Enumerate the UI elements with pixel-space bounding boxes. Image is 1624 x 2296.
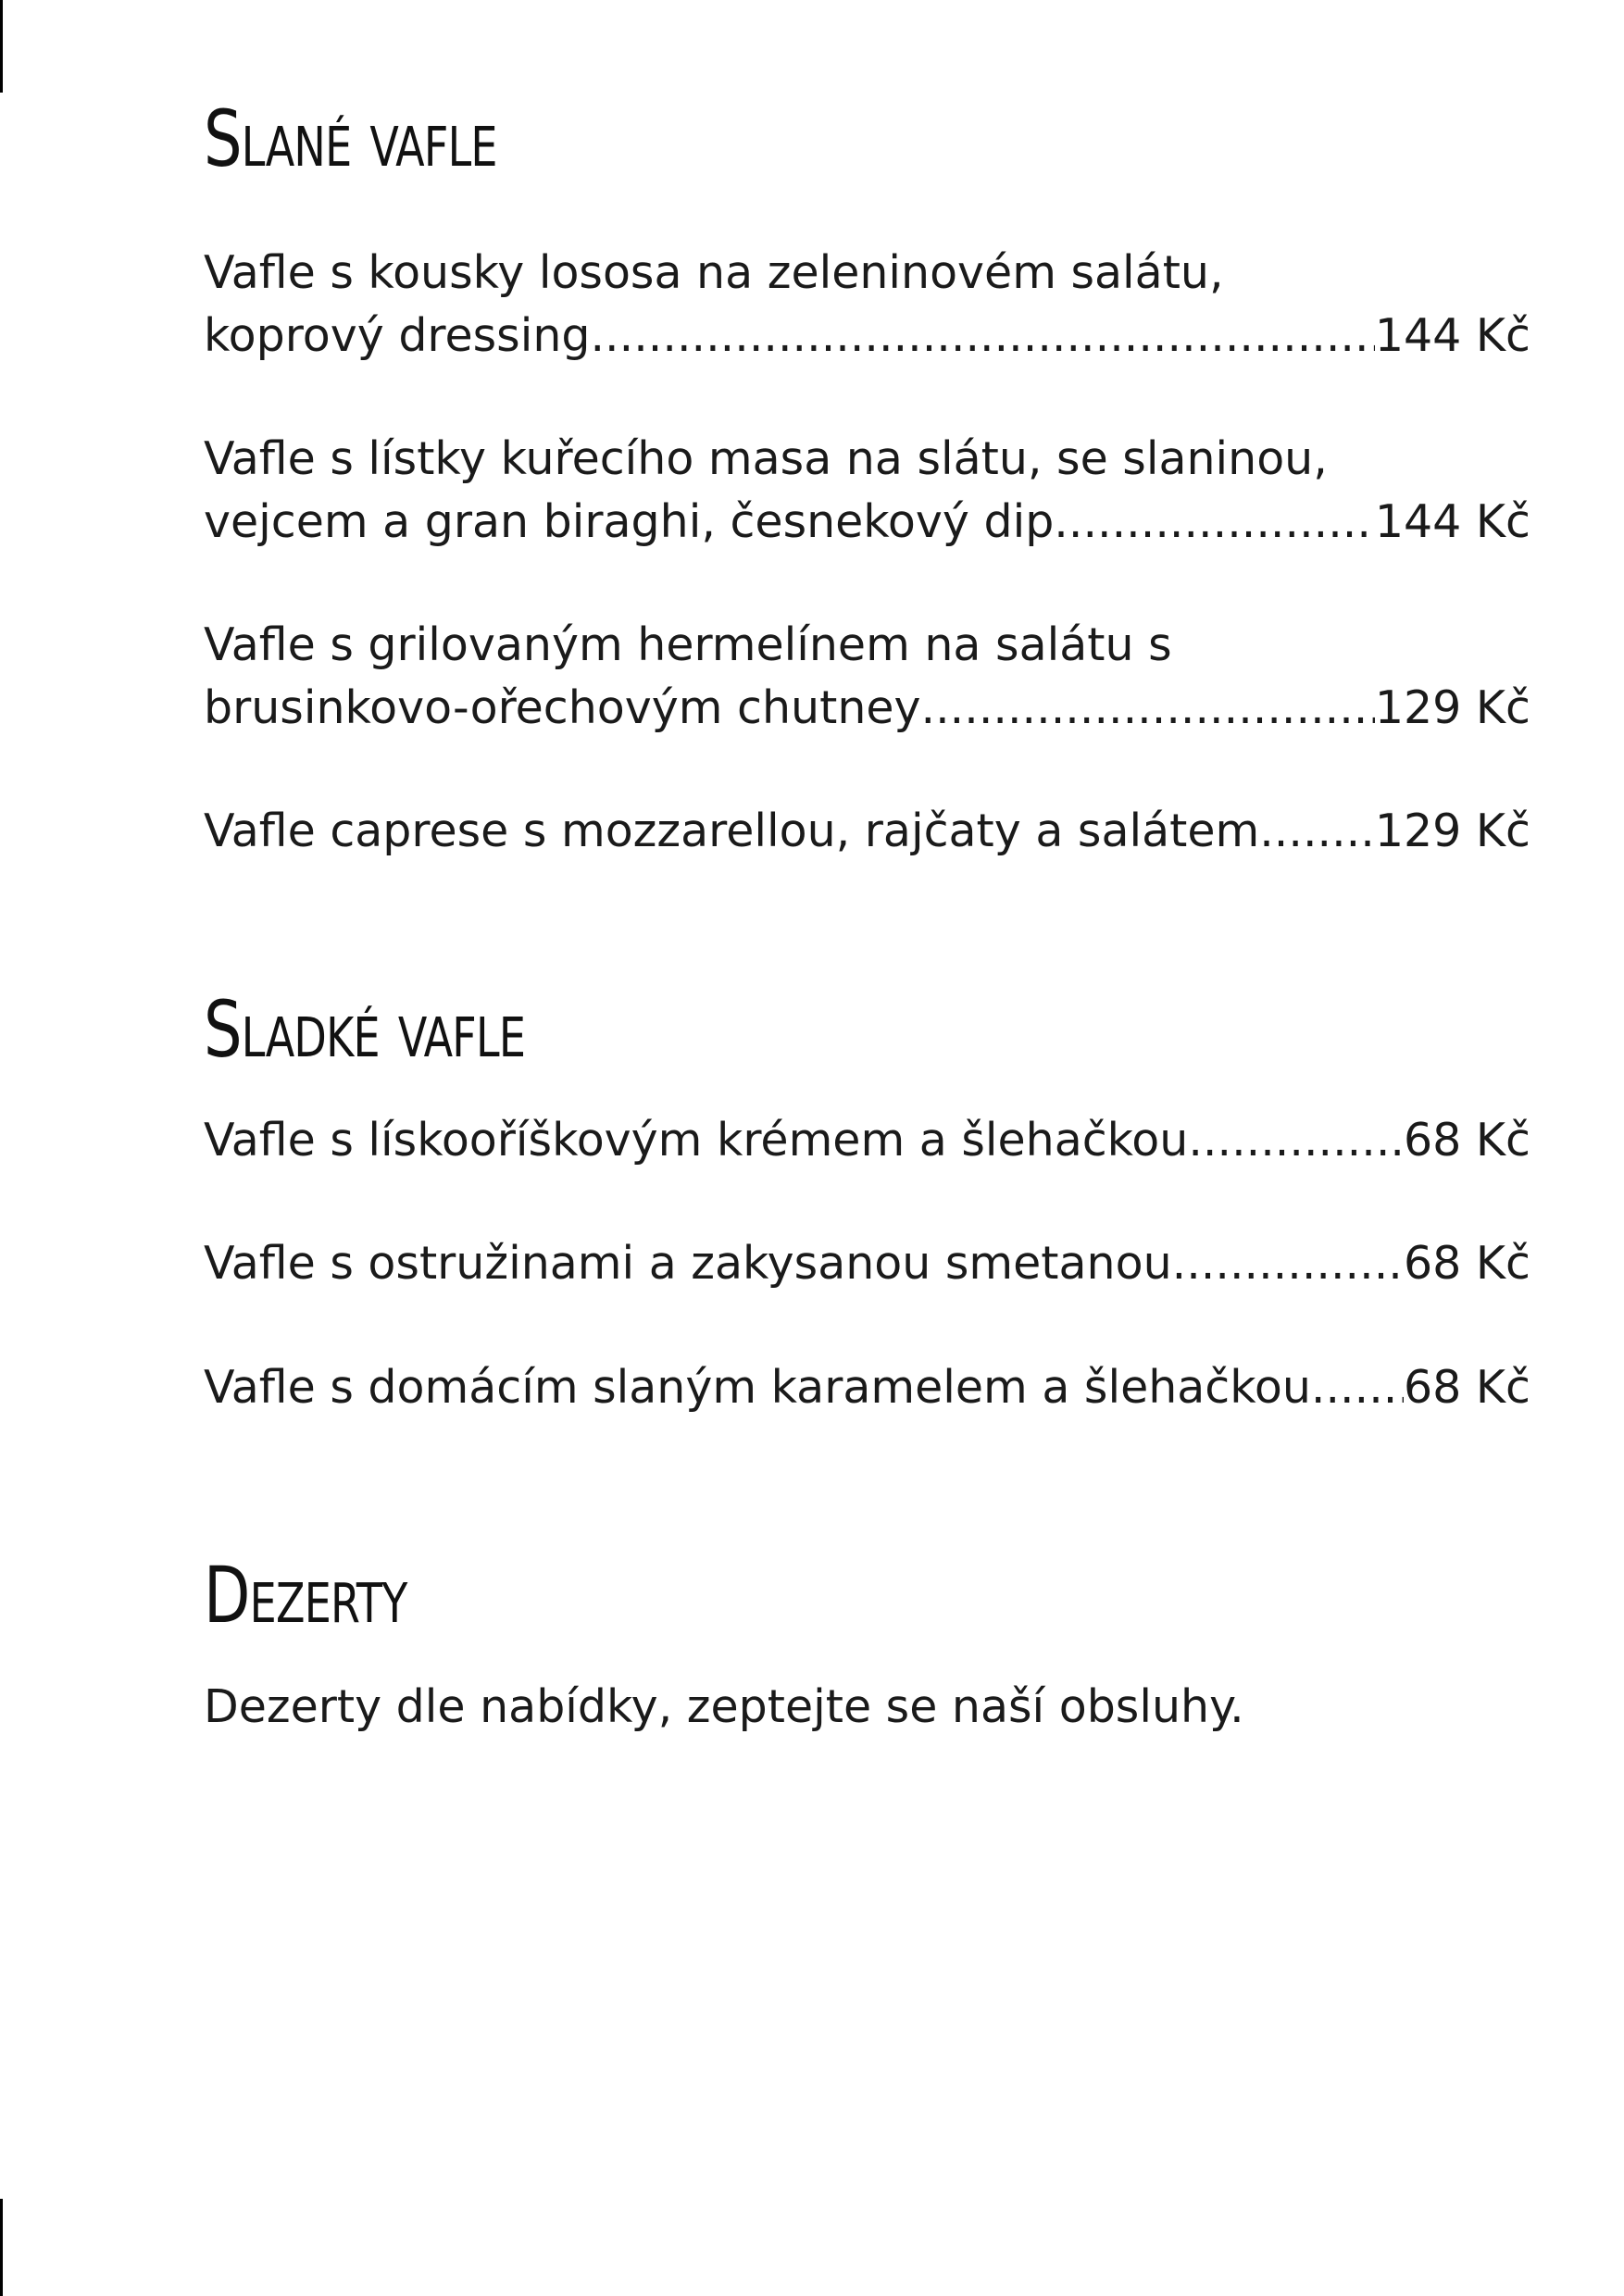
menu-item-caramel-waffle — [204, 1356, 1530, 1419]
dot-leader — [1188, 1109, 1404, 1172]
page-edge-mark-top — [0, 0, 3, 93]
dot-leader — [921, 677, 1375, 740]
section-title-slane-vafle: Slané vafle — [204, 94, 497, 184]
menu-item-salmon-waffle — [204, 242, 1530, 368]
menu-item-hazelnut-waffle — [204, 1109, 1530, 1172]
menu-item-text-line: Vafle s ostružinami a zakysanou smetanou — [204, 1237, 1172, 1290]
menu-item-price: 129 Kč — [1374, 805, 1530, 857]
menu-item-text-line: Vafle s domácím slaným karamelem a šlehačkou — [204, 1361, 1311, 1414]
dot-leader — [1259, 800, 1375, 863]
menu-item-text-line: Vafle s kousky lososa na zeleninovém salátu, — [204, 246, 1224, 299]
dot-leader — [1172, 1232, 1404, 1295]
menu-item-price: 68 Kč — [1404, 1361, 1530, 1414]
menu-item-text-line: brusinkovo-ořechovým chutney — [204, 681, 921, 734]
menu-item-price: 68 Kč — [1404, 1237, 1530, 1290]
page-edge-mark-bottom — [0, 2199, 3, 2296]
menu-item-text-line: Vafle s lístky kuřecího masa na slátu, se slaninou, — [204, 432, 1328, 485]
menu-item-text-line: koprový dressing — [204, 309, 591, 362]
dot-leader — [1054, 491, 1375, 554]
menu-item-hermelin-waffle — [204, 614, 1530, 740]
menu-item-chicken-waffle — [204, 428, 1530, 554]
dot-leader — [590, 305, 1374, 368]
dot-leader — [1311, 1356, 1404, 1419]
section-title-sladke-vafle: Sladké vafle — [204, 984, 526, 1075]
menu-item-price: 144 Kč — [1374, 495, 1530, 548]
menu-item-blackberry-waffle — [204, 1232, 1530, 1295]
menu-item-text-line: Vafle caprese s mozzarellou, rajčaty a salátem — [204, 805, 1260, 857]
section-title-dezerty: Dezerty — [204, 1550, 407, 1641]
menu-item-price: 144 Kč — [1374, 309, 1530, 362]
menu-item-price: 68 Kč — [1404, 1114, 1530, 1167]
menu-item-caprese-waffle — [204, 800, 1530, 863]
dessert-note: Dezerty dle nabídky, zeptejte se naší obsluhy. — [204, 1680, 1244, 1733]
menu-item-text-line: Vafle s grilovaným hermelínem na salátu s — [204, 618, 1172, 671]
menu-item-text-line: vejcem a gran biraghi, česnekový dip — [204, 495, 1055, 548]
menu-item-price: 129 Kč — [1374, 681, 1530, 734]
menu-item-text-line: Vafle s lískooříškovým krémem a šlehačkou — [204, 1114, 1189, 1167]
